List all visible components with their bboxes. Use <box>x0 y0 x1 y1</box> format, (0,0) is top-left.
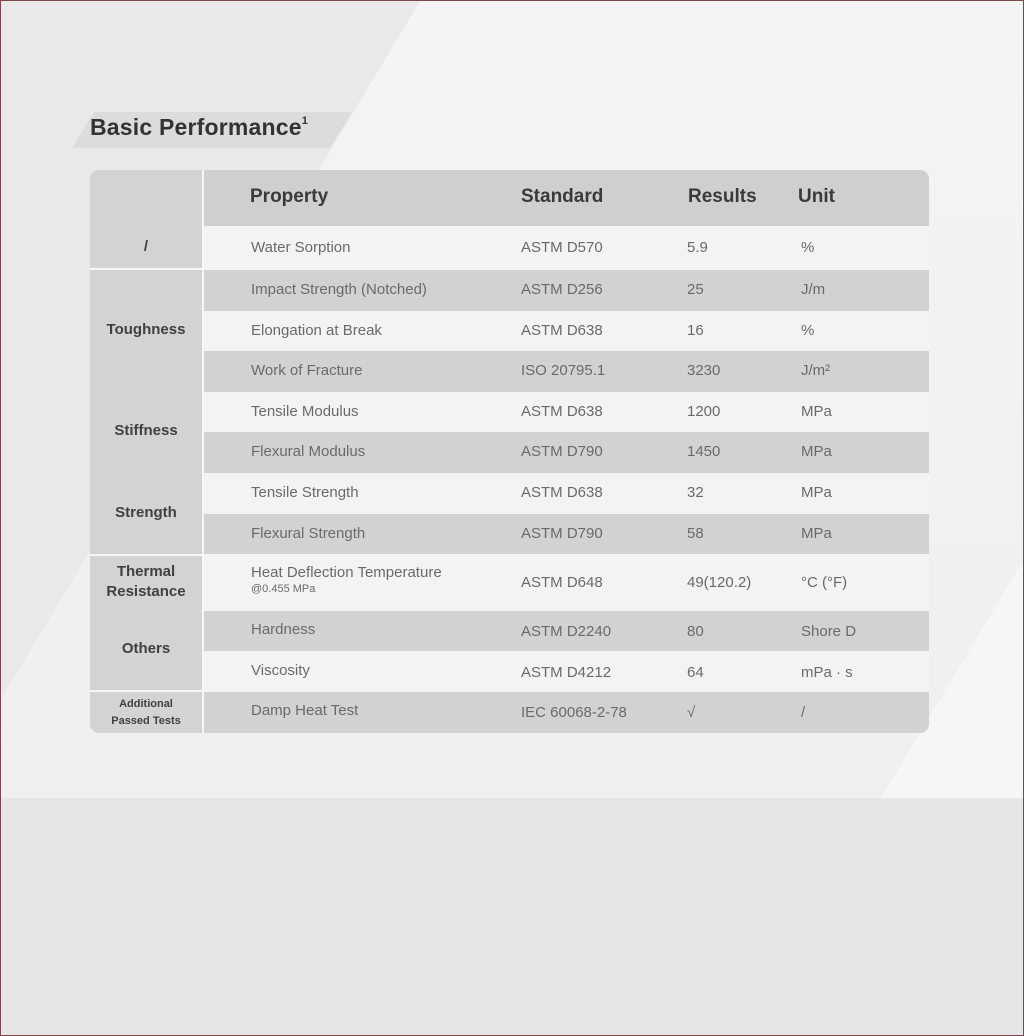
table-row <box>204 473 929 514</box>
header-unit: Unit <box>798 186 835 207</box>
cell-unit: % <box>801 239 815 256</box>
cell-property: Impact Strength (Notched) <box>251 281 427 298</box>
category-thermal-resistance <box>90 556 202 608</box>
cell-standard: ASTM D2240 <box>521 623 612 640</box>
table-row <box>204 514 929 554</box>
cell-result: 3230 <box>687 362 721 379</box>
table-row <box>204 392 929 432</box>
header-category-cell <box>90 170 202 226</box>
cell-standard: ASTM D638 <box>521 403 603 420</box>
cell-property: Flexural Strength <box>251 525 366 542</box>
cell-standard: ASTM D790 <box>521 525 603 542</box>
cell-standard: ASTM D638 <box>521 322 603 339</box>
cell-result: 64 <box>687 664 704 681</box>
table-row <box>204 651 929 692</box>
header-standard: Standard <box>521 186 604 207</box>
cell-standard: ASTM D648 <box>521 574 603 591</box>
cell-standard: ASTM D256 <box>521 281 603 298</box>
cell-unit: MPa <box>801 525 832 542</box>
category-label: Stiffness <box>114 421 178 439</box>
category-label: Strength <box>115 503 177 521</box>
cell-standard: ASTM D570 <box>521 239 603 256</box>
cell-property: Hardness <box>251 621 316 638</box>
cell-property: Elongation at Break <box>251 322 382 339</box>
performance-table <box>90 170 929 733</box>
table-row <box>204 311 929 351</box>
cell-unit: MPa <box>801 484 832 501</box>
category-none <box>90 226 202 268</box>
category-additional-passed-tests <box>90 692 202 733</box>
category-label: Toughness <box>106 321 186 338</box>
cell-unit: MPa <box>801 443 832 460</box>
category-stiffness <box>90 390 202 471</box>
cell-property: Viscosity <box>251 662 310 679</box>
cell-property: Damp Heat Test <box>251 702 359 719</box>
category-toughness <box>90 270 202 390</box>
cell-standard: ASTM D638 <box>521 484 603 501</box>
header-property: Property <box>250 186 329 207</box>
category-label: Others <box>121 640 171 657</box>
column-divider <box>202 170 204 733</box>
cell-property: Water Sorption <box>251 239 351 256</box>
category-label: Thermal Resistance <box>106 563 186 600</box>
cell-property: Tensile Modulus <box>251 403 359 420</box>
cell-result: 5.9 <box>687 239 708 256</box>
cell-unit: MPa <box>801 403 832 420</box>
title-footnote-marker: 1 <box>301 115 309 128</box>
cell-property: Flexural Modulus <box>251 443 366 460</box>
cell-result: 49(120.2) <box>687 574 752 591</box>
cell-result: 80 <box>687 623 704 640</box>
table-row <box>204 692 929 733</box>
table-row <box>204 432 929 473</box>
category-others <box>90 608 202 690</box>
cell-unit: °C (°F) <box>801 574 848 591</box>
table-row <box>204 226 929 270</box>
category-label: Additional Passed Tests <box>111 697 181 727</box>
cell-result: 25 <box>687 281 704 298</box>
cell-standard: ASTM D4212 <box>521 664 612 681</box>
cell-standard: ASTM D790 <box>521 443 603 460</box>
table-header <box>90 170 929 226</box>
table-row <box>204 351 929 392</box>
cell-result: 58 <box>687 525 704 542</box>
cell-unit: / <box>801 704 806 721</box>
cell-unit: Shore D <box>801 623 857 640</box>
category-label: / <box>143 238 149 255</box>
table-row <box>204 554 929 611</box>
cell-unit: mPa · s <box>801 664 853 681</box>
cell-result: 16 <box>687 322 704 339</box>
table-row <box>204 270 929 311</box>
cell-result: 1450 <box>687 443 721 460</box>
cell-property: Work of Fracture <box>251 362 363 379</box>
cell-result: 1200 <box>687 403 721 420</box>
page-title: Basic Performance$^1$ <box>90 114 309 140</box>
cell-property: Tensile Strength <box>251 484 359 501</box>
cell-result: √ <box>687 704 696 721</box>
table-row <box>204 611 929 651</box>
cell-unit: % <box>801 322 815 339</box>
cell-standard: IEC 60068-2-78 <box>521 704 627 721</box>
category-strength <box>90 471 202 554</box>
cell-unit: J/m <box>801 281 826 298</box>
header-results: Results <box>688 186 757 207</box>
cell-unit: J/m² <box>801 362 831 379</box>
cell-standard: ISO 20795.1 <box>521 362 606 379</box>
cell-result: 32 <box>687 484 704 501</box>
cell-property: Heat Deflection Temperature @0.455 MPa <box>251 564 442 595</box>
